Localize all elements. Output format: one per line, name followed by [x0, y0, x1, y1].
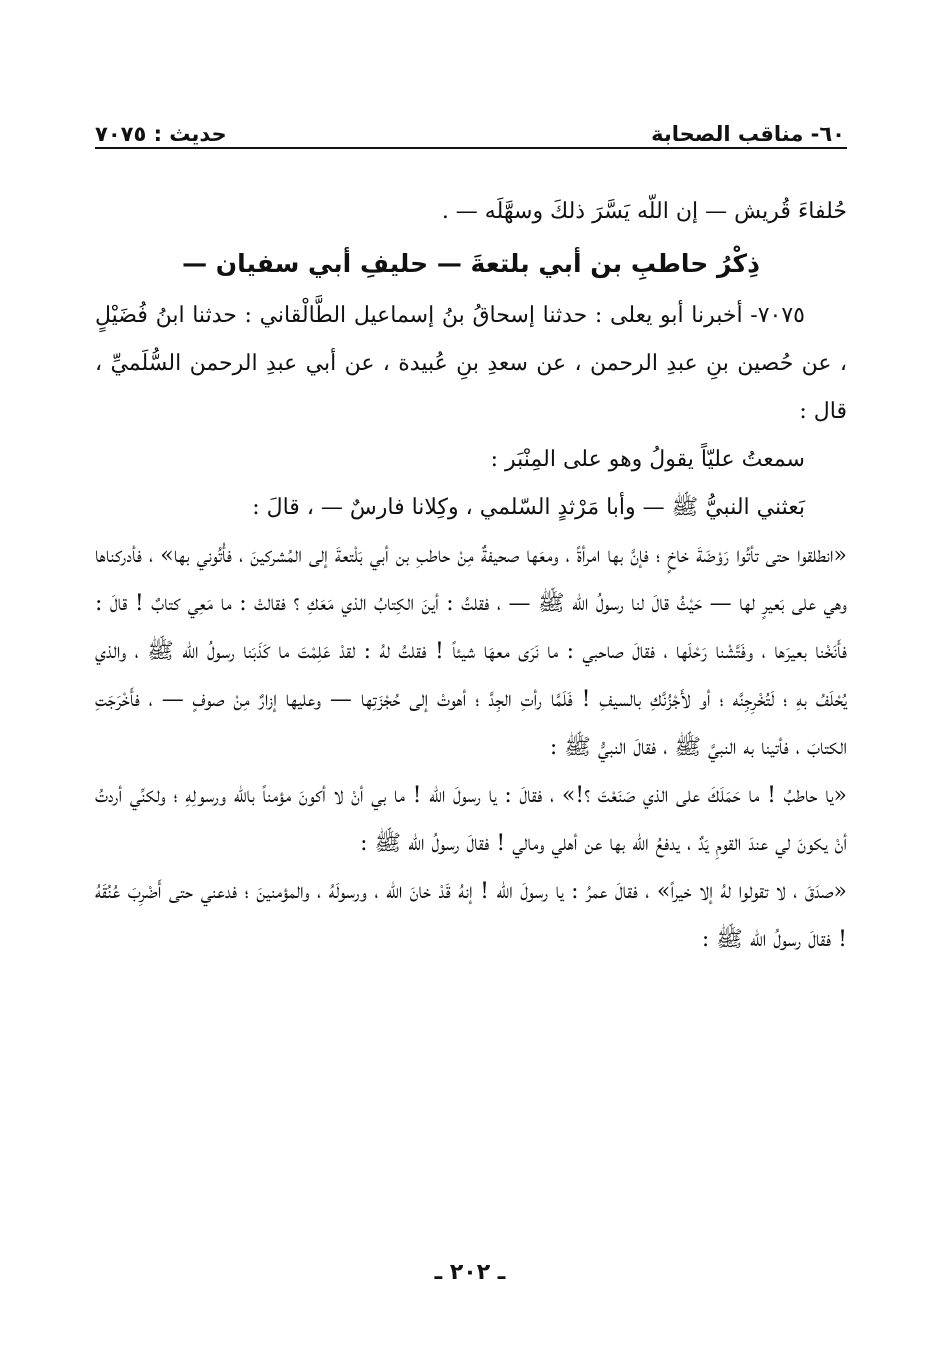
hadith-chain-paragraph: ٧٠٧٥- أخبرنا أبو يعلى : حدثنا إسحاقُ بنُ إسماعيل الطَّالْقاني : حدثنا ابنُ فُضَيْلٍ ، عن حُصين بنِ عبدِ الرحمن ، عن سعدِ بنِ عُبيدة ، عن أبي عبدِ الرحمن السُّلَميِّ ، قال :: [95, 303, 847, 424]
page-body: [95, 188, 847, 964]
page-number: ـ ٢٠٢ ـ: [434, 1260, 506, 1285]
chapter-title: ٦٠- مناقب الصحابة: [651, 122, 845, 146]
hadith-reference: حديث : ٧٠٧٥: [95, 122, 227, 146]
narration-paragraph-2: بَعثني النبيُّ ﷺ — وأبا مَرْثدٍ السّلمي ، وكِلانا فارسٌ — ، قالَ :: [252, 495, 805, 520]
narration-paragraph-1: سمعتُ عليّاً يقولُ وهو على المِنْبَر :: [490, 447, 805, 472]
section-heading: ذِكْرُ حاطبِ بن أبي بلتعةَ — حليفِ أبي سفيان —: [182, 249, 760, 278]
narration-paragraph-3: «انطلقوا حتى تأتُوا رَوْضَةَ خاخٍ ؛ فإنَّ بها امرأةً ، ومعَها صحيفةٌ مِنْ حاطبِ بن أبي بَلْتعةَ إلى المُشركينَ ، فأْتُوني بها» ، فأدركناها وهي على بَعيرٍ لها — حَيْثُ قالَ لنا رسولُ اللّه ﷺ — ، فقلتُ : أينَ الكِتابُ الذي مَعَكِ ؟ فقالتْ : ما مَعِي كتابٌ ! قالَ : فأَنَخْنا بعيرَها ، وفَتَّشْنا رَحْلَها ، فقالَ صاحبي : ما نَرَى معهَا شيئاً ! فقلتُ لهُ : لقدْ عَلِمْتَ ما كَذَبَنا رسولُ اللّه ﷺ ، والذي يُحْلَفُ بهِ ؛ لَتُخْرِجِنَّه ؛ أو لأَجْزُنَّكِ بالسيفِ ! فَلَمَّا رأتِ الجِدَّ ؛ أهوتْ إلى حُجْزَتِها — وعليها إزارٌ مِنْ صوفٍ — ، فأَخْرَجَتِ الكتابَ ، فأتينا به النبيَّ ﷺ ، فقالَ النبيُّ ﷺ :: [95, 543, 848, 760]
narration-paragraph-4: «يا حاطبُ ! ما حَمَلَكَ على الذي صَنَعْتَ ؟!» ، فقالَ : يا رسولَ اللّه ! ما بي أنْ لا أكونَ مؤمناً باللّه ورسولِهِ ؛ ولكنِّي أردتُ أنْ يكونَ لي عندَ القومِ يَدٌ ، يدفعُ اللّه بها عن أهلي ومالي ! فقالَ رسولُ اللّه ﷺ :: [95, 783, 847, 856]
running-header: [95, 110, 845, 146]
continued-line: حُلفاءَ قُريش — إن اللّه يَسَّرَ ذلكَ وسهَّلَه — .: [441, 199, 847, 224]
header-divider: [95, 147, 847, 149]
narration-paragraph-5: «صدَقَ ، لا تقولوا لهُ إلا خيراً» ، فقالَ عمرُ : يا رسولَ اللّه ! إنهُ قَدْ خانَ اللّه ، ورسولَهُ ، والمؤمنينَ ؛ فدعني حتى أَضْرِبَ عُنُقَهُ ! فقالَ رسولُ اللّه ﷺ :: [95, 879, 847, 952]
